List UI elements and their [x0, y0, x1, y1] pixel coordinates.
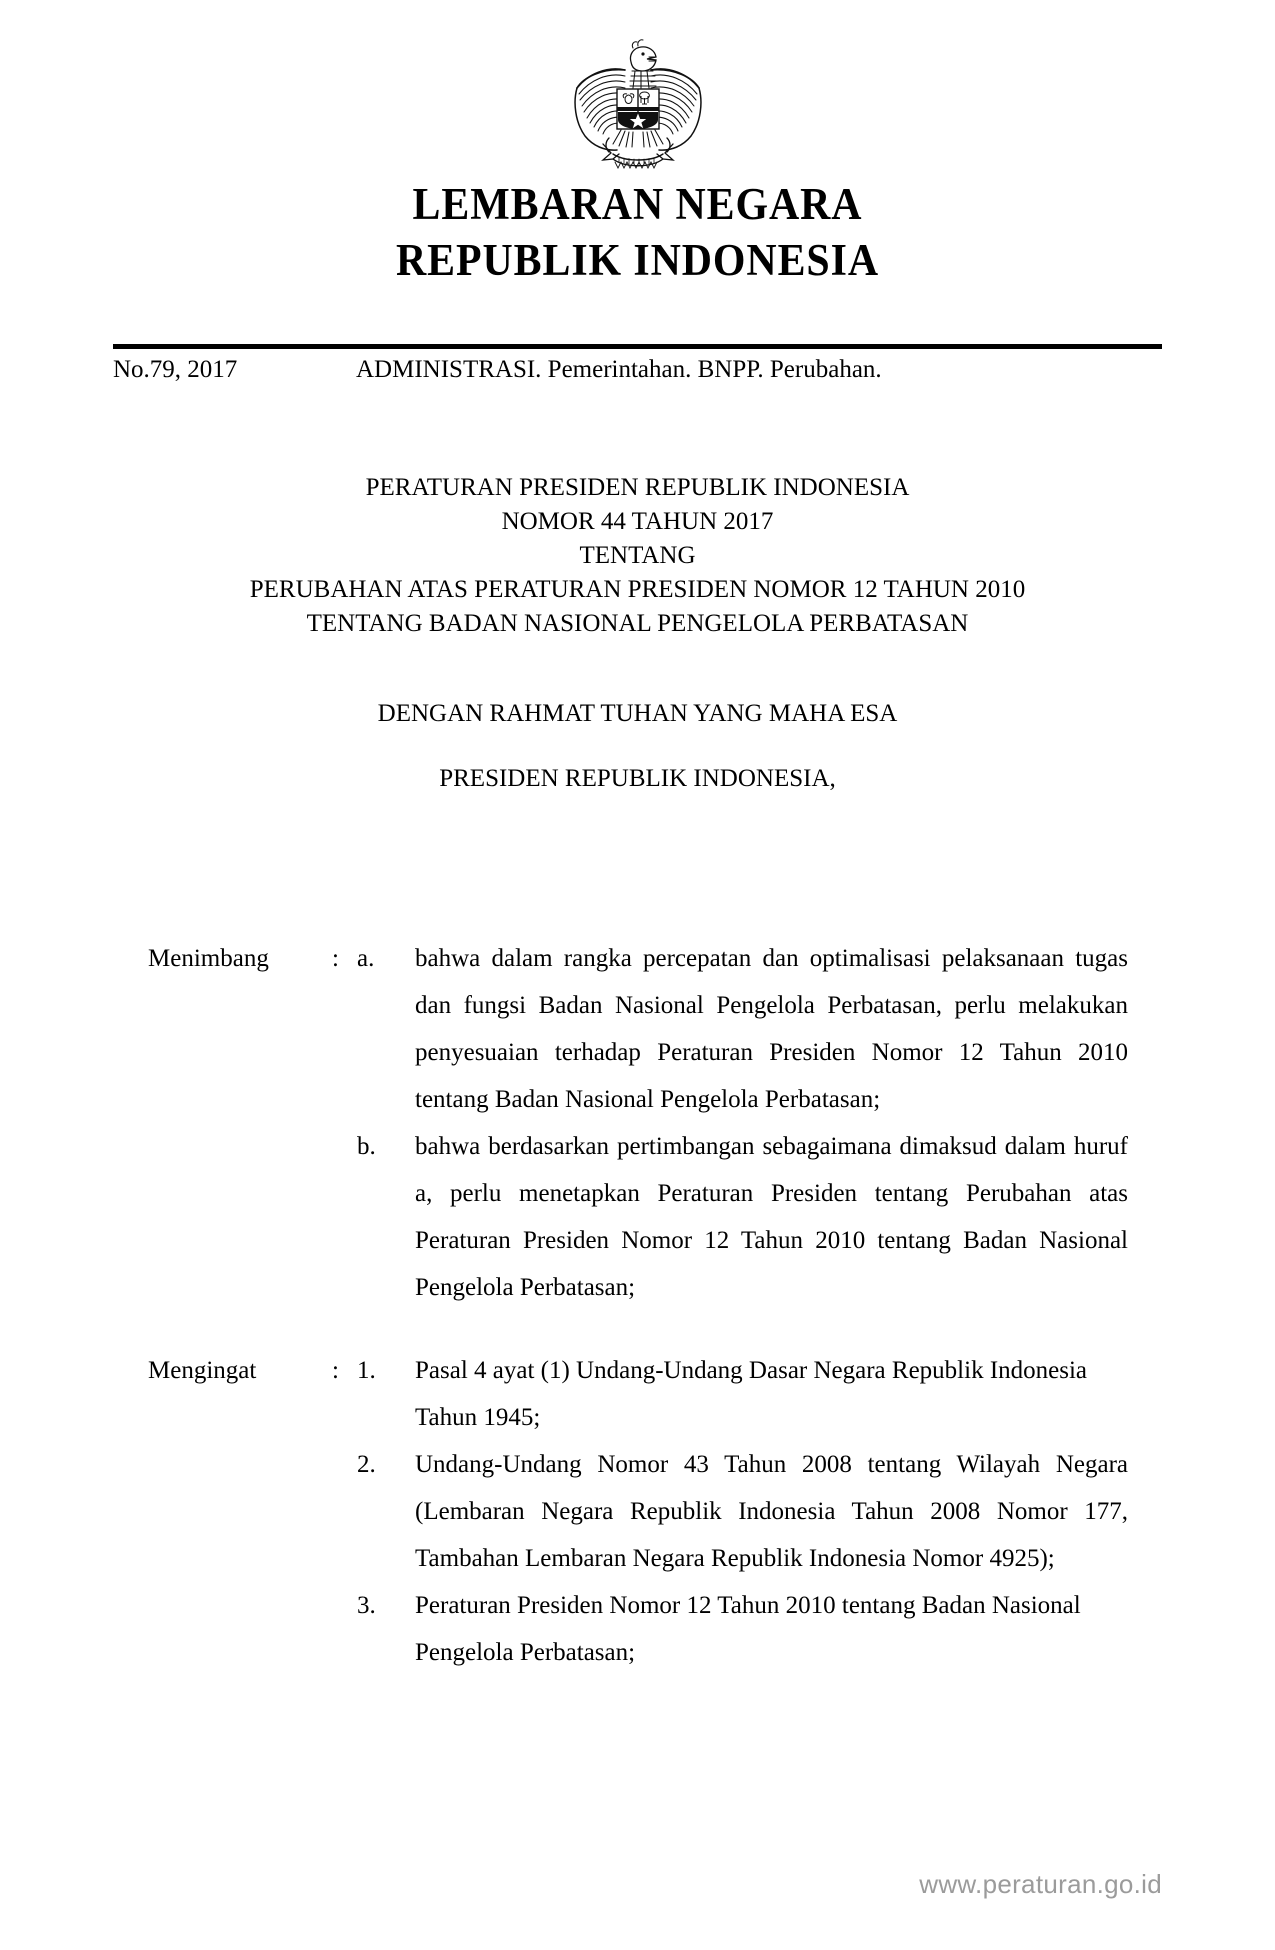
title-line-4: PERUBAHAN ATAS PERATURAN PRESIDEN NOMOR 12 TAHUN 2010 [249, 576, 1026, 603]
recalling-marker-2: 2. [357, 1451, 376, 1478]
recalling-marker-1: 1. [357, 1357, 376, 1384]
recalling-item-3 [113, 1582, 1162, 1676]
masthead-line-2: REPUBLIK INDONESIA [395, 235, 879, 285]
title-line-2: NOMOR 44 TAHUN 2017 [501, 508, 774, 535]
recalling-text-2: Undang-Undang Nomor 43 Tahun 2008 tentang Wilayah Negara (Lembaran Negara Republik Indonesia Tahun 2008 Nomor 177, Tambahan Lembaran Negara Republik Indonesia Nomor 4925); [415, 1451, 1128, 1572]
masthead-line-1: LEMBARAN NEGARA [412, 179, 863, 229]
emblem-container [0, 26, 1275, 177]
considering-section [113, 935, 1162, 1311]
regulation-title-block [113, 471, 1162, 796]
masthead [0, 176, 1275, 288]
title-spacer-2 [113, 731, 1162, 762]
considering-colon: : [332, 945, 339, 972]
considering-text-a: bahwa dalam rangka percepatan dan optimalisasi pelaksanaan tugas dan fungsi Badan Nasional Pengelola Perbatasan, perlu melakukan penyesuaian terhadap Peraturan Presiden Nomor 12 Tahun 2010 tentang Badan Nasional Pengelola Perbatasan; [415, 945, 1128, 1113]
title-line-3: TENTANG [579, 542, 696, 569]
body-section-spacer [113, 1311, 1162, 1347]
considering-marker-b: b. [357, 1133, 376, 1160]
footer-watermark: www.peraturan.go.id [919, 1869, 1162, 1899]
title-authority: PRESIDEN REPUBLIK INDONESIA, [439, 765, 836, 792]
recalling-label: Mengingat [148, 1357, 257, 1384]
title-line-1: PERATURAN PRESIDEN REPUBLIK INDONESIA [365, 474, 910, 501]
gazette-number: No.79, 2017 [113, 356, 238, 383]
gazette-header [113, 352, 1162, 388]
title-spacer-1 [113, 641, 1162, 697]
considering-item-a [113, 935, 1162, 1123]
recalling-marker-3: 3. [357, 1592, 376, 1619]
considering-marker-a: a. [357, 945, 375, 972]
gazette-subject: ADMINISTRASI. Pemerintahan. BNPP. Perubahan. [356, 356, 882, 383]
recalling-item-2 [113, 1441, 1162, 1582]
title-line-5: TENTANG BADAN NASIONAL PENGELOLA PERBATASAN [306, 610, 969, 637]
garuda-pancasila-emblem [563, 26, 713, 172]
considering-label: Menimbang [148, 945, 269, 972]
title-blessing: DENGAN RAHMAT TUHAN YANG MAHA ESA [377, 700, 898, 727]
considering-item-b [113, 1123, 1162, 1311]
document-body [113, 935, 1162, 1676]
recalling-item-1 [113, 1347, 1162, 1441]
considering-text-b: bahwa berdasarkan pertimbangan sebagaimana dimaksud dalam huruf a, perlu menetapkan Peraturan Presiden tentang Perubahan atas Peraturan Presiden Nomor 12 Tahun 2010 tentang Badan Nasional Pengelola Perbatasan; [415, 1133, 1128, 1301]
recalling-section [113, 1347, 1162, 1676]
recalling-text-1: Pasal 4 ayat (1) Undang-Undang Dasar Negara Republik Indonesia Tahun 1945; [415, 1357, 1088, 1431]
header-divider [113, 344, 1162, 349]
recalling-text-3: Peraturan Presiden Nomor 12 Tahun 2010 tentang Badan Nasional Pengelola Perbatasan; [415, 1592, 1081, 1666]
recalling-colon: : [332, 1357, 339, 1384]
